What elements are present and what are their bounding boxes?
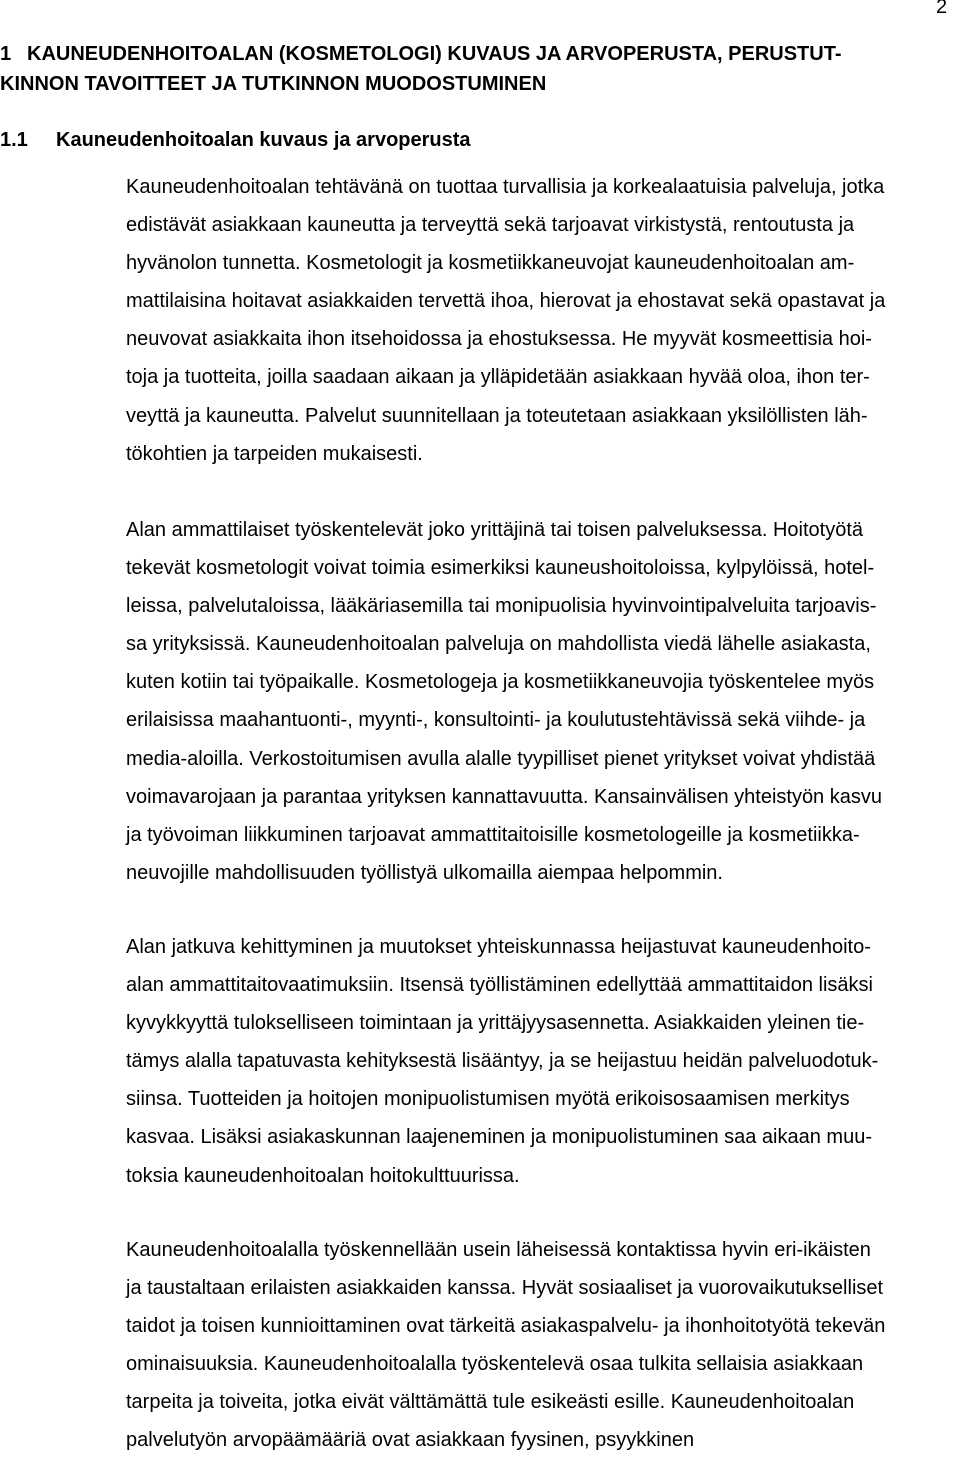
- paragraph-line: erilaisissa maahantuonti-, myynti-, konsultointi- ja koulutustehtävissä sekä viihde- ja: [126, 709, 866, 732]
- paragraph-2: [126, 511, 960, 892]
- paragraph-line: hyvänolon tunnetta. Kosmetologit ja kosmetiikkaneuvojat kauneudenhoitoalan am-: [126, 252, 855, 275]
- paragraph-line: neuvojille mahdollisuuden työllistyä ulkomailla aiempaa helpommin.: [126, 861, 723, 884]
- paragraph-line: toja ja tuotteita, joilla saadaan aikaan ja ylläpidetään asiakkaan hyvää oloa, ihon ter-: [126, 366, 870, 389]
- paragraph-line: toksia kauneudenhoitoalan hoitokulttuurissa.: [126, 1164, 520, 1187]
- section-title: Kauneudenhoitoalan kuvaus ja arvoperusta: [56, 129, 471, 151]
- paragraph-4: [126, 1231, 960, 1460]
- paragraph-line: Kauneudenhoitoalalla työskennellään usein läheisessä kontaktissa hyvin eri-ikäisten: [126, 1239, 871, 1261]
- chapter-number: 1: [0, 43, 12, 65]
- paragraph-line: tarpeita ja toiveita, jotka eivät välttämättä tule esikeästi esille. Kauneudenhoitoalan: [126, 1391, 855, 1414]
- paragraph-line: sa yrityksissä. Kauneudenhoitoalan palveluja on mahdollista viedä lähelle asiakasta,: [126, 633, 871, 656]
- paragraph-line: ja työvoiman liikkuminen tarjoavat ammattitaitoisille kosmetologeille ja kosmetiikka-: [126, 823, 860, 846]
- page-number: 2: [936, 0, 948, 18]
- paragraph-line: voimavarojaan ja parantaa yrityksen kannattavuutta. Kansainvälisen yhteistyön kasvu: [126, 785, 882, 808]
- paragraph-line: kyvykkyyttä tulokselliseen toimintaan ja yrittäjyysasennetta. Asiakkaiden yleinen tie-: [126, 1012, 865, 1035]
- paragraph-line: ja taustaltaan erilaisten asiakkaiden kanssa. Hyvät sosiaaliset ja vuorovaikutukselliset: [126, 1277, 884, 1300]
- paragraph-line: Alan ammattilaiset työskentelevät joko yrittäjinä tai toisen palveluksessa. Hoitotyötä: [126, 519, 864, 541]
- chapter-heading: [0, 39, 955, 99]
- paragraph-line: mattilaisina hoitavat asiakkaiden tervettä ihoa, hierovat ja ehostavat sekä opastavat ja: [126, 290, 886, 313]
- paragraph-line: Alan jatkuva kehittyminen ja muutokset yhteiskunnassa heijastuvat kauneudenhoito-: [126, 936, 871, 958]
- paragraph-line: edistävät asiakkaan kauneutta ja terveyttä sekä tarjoavat virkistystä, rentoutusta ja: [126, 214, 855, 237]
- paragraph-line: palvelutyön arvopäämääriä ovat asiakkaan fyysinen, psyykkinen: [126, 1429, 695, 1452]
- paragraph-line: siinsa. Tuotteiden ja hoitojen monipuolistumisen myötä erikoisosaamisen merkitys: [126, 1088, 850, 1111]
- paragraph-line: kuten kotiin tai työpaikalle. Kosmetologeja ja kosmetiikkaneuvojia työskentelee myös: [126, 671, 875, 694]
- paragraph-line: tökohtien ja tarpeiden mukaisesti.: [126, 442, 423, 465]
- section-heading: [0, 125, 471, 155]
- paragraph-line: alan ammattitaitovaatimuksiin. Itsensä työllistäminen edellyttää ammattitaidon lisäksi: [126, 974, 874, 997]
- paragraph-line: Kauneudenhoitoalan tehtävänä on tuottaa turvallisia ja korkealaatuisia palveluja, jotka: [126, 176, 885, 198]
- paragraph-line: taidot ja toisen kunnioittaminen ovat tärkeitä asiakaspalvelu- ja ihonhoitotyötä tekevän: [126, 1315, 886, 1338]
- paragraph-3: [126, 928, 960, 1195]
- paragraph-line: leissa, palvelutaloissa, lääkäriasemilla tai monipuolisia hyvinvointipalveluita tarjoavis-: [126, 595, 877, 618]
- section-number: 1.1: [0, 129, 28, 151]
- paragraph-line: kasvaa. Lisäksi asiakaskunnan laajeneminen ja monipuolistuminen saa aikaan muu-: [126, 1126, 872, 1149]
- chapter-heading-line-1: [0, 39, 955, 69]
- paragraph-line: tämys alalla tapatuvasta kehityksestä lisääntyy, ja se heijastuu heidän palveluodotuk-: [126, 1050, 879, 1073]
- chapter-title-part-1: KAUNEUDENHOITOALAN (KOSMETOLOGI) KUVAUS JA ARVOPERUSTA, PERUSTUT-: [27, 43, 842, 65]
- chapter-heading-line-2: KINNON TAVOITTEET JA TUTKINNON MUODOSTUMINEN: [0, 73, 547, 95]
- paragraph-line: tekevät kosmetologit voivat toimia esimerkiksi kauneushoitoloissa, kylpylöissä, hotel-: [126, 557, 875, 580]
- paragraph-line: media-aloilla. Verkostoitumisen avulla alalle tyypilliset pienet yritykset voivat yhdistää: [126, 747, 876, 770]
- paragraph-line: neuvovat asiakkaita ihon itsehoidossa ja ehostuksessa. He myyvät kosmeettisia hoi-: [126, 328, 872, 351]
- paragraph-line: ominaisuuksia. Kauneudenhoitoalalla työskentelevä osaa tulkita sellaisia asiakkaan: [126, 1353, 864, 1376]
- paragraph-line: veyttä ja kauneutta. Palvelut suunnitellaan ja toteutetaan asiakkaan yksilöllisten läh-: [126, 404, 868, 427]
- paragraph-1: [126, 168, 960, 473]
